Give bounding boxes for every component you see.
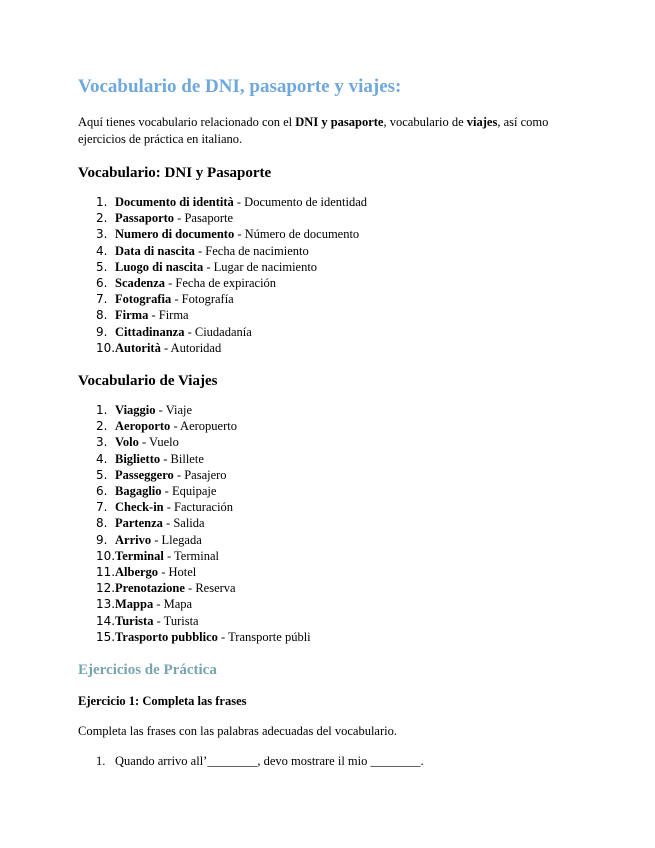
vocab-term: Firma [115,308,149,323]
vocab-meaning: - Firma [148,308,189,323]
vocab-term: Fotografia [115,292,172,307]
vocab-term: Biglietto [115,451,161,466]
list-number: 5. [96,467,108,482]
list-number: 13. [96,597,116,612]
section-heading-dni: Vocabulario: DNI y Pasaporte [78,165,272,181]
vocab-term: Turista [115,613,154,628]
list-item [78,451,578,467]
vocab-meaning: - Pasaporte [174,211,234,226]
vocab-term: Scadenza [115,276,165,291]
list-item [78,613,578,629]
vocab-meaning: - Autoridad [160,340,222,355]
vocab-meaning: - Fecha de expiración [165,276,277,291]
vocab-term: Data di nascita [115,243,195,258]
vocab-meaning: - Equipaje [161,484,217,499]
list-item [78,226,578,242]
list-number: 2. [96,211,108,226]
vocab-meaning: - Llegada [151,532,202,547]
vocab-term: Trasporto pubblico [115,629,218,644]
section-heading-viajes: Vocabulario de Viajes [78,373,218,390]
list-number: 10. [96,548,116,563]
list-item [78,418,578,434]
vocab-meaning: - Mapa [153,597,193,612]
vocab-meaning: - Viaje [155,403,193,418]
list-number: 15. [96,629,116,644]
intro-bold-2: viajes [466,115,498,129]
vocab-term: Documento di identità [115,195,234,209]
list-number: 5. [96,259,108,274]
vocab-term: Viaggio [115,403,156,418]
vocab-term: Bagaglio [115,484,162,499]
vocab-meaning: - Facturación [163,500,234,515]
vocab-list-dni [78,194,578,356]
list-item [78,532,578,548]
list-item [78,259,578,275]
list-item [78,243,578,259]
list-item [78,596,578,612]
list-number: 2. [96,419,108,434]
vocab-term: Check-in [115,500,164,515]
vocab-term: Terminal [115,548,164,563]
list-number: 8. [96,308,108,323]
exercise-1-instruction: Completa las frases con las palabras adecuadas del vocabulario. [78,724,397,739]
list-item [78,515,578,531]
exercise-1-title: Ejercicio 1: Completa las frases [78,694,247,709]
list-item [78,499,578,515]
vocab-term: Cittadinanza [115,324,185,339]
list-item [78,548,578,564]
vocab-term: Prenotazione [115,581,185,596]
exercise-sentence: Quando arrivo all’________, devo mostrare il mio ________. [115,754,424,769]
list-number: 1. [96,754,106,769]
vocab-term: Partenza [115,516,163,531]
vocab-term: Autorità [115,340,161,355]
document-page [78,76,578,769]
list-item [78,324,578,340]
list-item [78,275,578,291]
list-number: 1. [96,195,108,209]
vocab-meaning: - Documento de identidad [233,195,368,209]
vocab-term: Passaporto [115,211,175,226]
vocab-meaning: - Ciudadanía [184,324,252,339]
vocab-term: Luogo di nascita [115,259,204,274]
vocab-term: Albergo [115,565,159,580]
list-item [78,580,578,596]
list-item [78,340,578,356]
list-number: 7. [96,292,108,307]
vocab-meaning: - Turista [153,613,199,628]
vocab-meaning: - Aeropuerto [170,419,237,434]
vocab-meaning: - Fotografía [171,292,234,307]
vocab-meaning: - Fecha de nacimiento [194,243,309,258]
vocab-meaning: - Hotel [158,565,197,580]
intro-bold-1: DNI y pasaporte [295,115,384,129]
list-item [78,467,578,483]
exercise-item [78,753,578,769]
page-title: Vocabulario de DNI, pasaporte y viajes: [78,76,402,97]
list-item [78,483,578,499]
list-number: 11. [96,565,116,580]
list-item [78,210,578,226]
vocab-meaning: - Reserva [184,581,236,596]
list-number: 3. [96,435,108,450]
intro-text-2: , vocabulario de [383,115,467,129]
list-item [78,402,578,418]
list-number: 7. [96,500,108,515]
vocab-meaning: - Transporte públi [217,629,311,644]
list-number: 6. [96,484,108,499]
vocab-term: Volo [115,435,139,450]
list-item [78,434,578,450]
exercises-heading: Ejercicios de Práctica [78,662,217,679]
vocab-term: Numero di documento [115,227,235,242]
list-item [78,194,578,210]
vocab-meaning: - Vuelo [138,435,179,450]
list-number: 6. [96,276,108,291]
vocab-term: Passeggero [115,467,174,482]
list-number: 8. [96,516,108,531]
vocab-meaning: - Billete [160,451,204,466]
vocab-term: Mappa [115,597,154,612]
list-number: 10. [96,340,116,355]
vocab-meaning: - Lugar de nacimiento [203,259,318,274]
vocab-meaning: - Salida [162,516,205,531]
list-number: 4. [96,451,108,466]
list-item [78,564,578,580]
vocab-term: Aeroporto [115,419,171,434]
vocab-meaning: - Pasajero [173,467,227,482]
intro-text-3: , así como ejercicios de práctica en italiano. [78,115,549,146]
vocab-list-viajes [78,402,578,645]
list-number: 9. [96,532,108,547]
list-number: 3. [96,227,108,242]
list-number: 1. [96,403,108,418]
vocab-term: Arrivo [115,532,152,547]
vocab-meaning: - Número de documento [234,227,360,242]
list-item [78,291,578,307]
exercise-1-list [78,753,578,769]
list-number: 12. [96,581,116,596]
list-number: 14. [96,613,116,628]
intro-paragraph [78,114,578,148]
list-item [78,307,578,323]
vocab-meaning: - Terminal [163,548,219,563]
list-number: 4. [96,243,108,258]
list-item [78,629,578,645]
intro-text-1: Aquí tienes vocabulario relacionado con el [78,115,296,129]
list-number: 9. [96,324,108,339]
